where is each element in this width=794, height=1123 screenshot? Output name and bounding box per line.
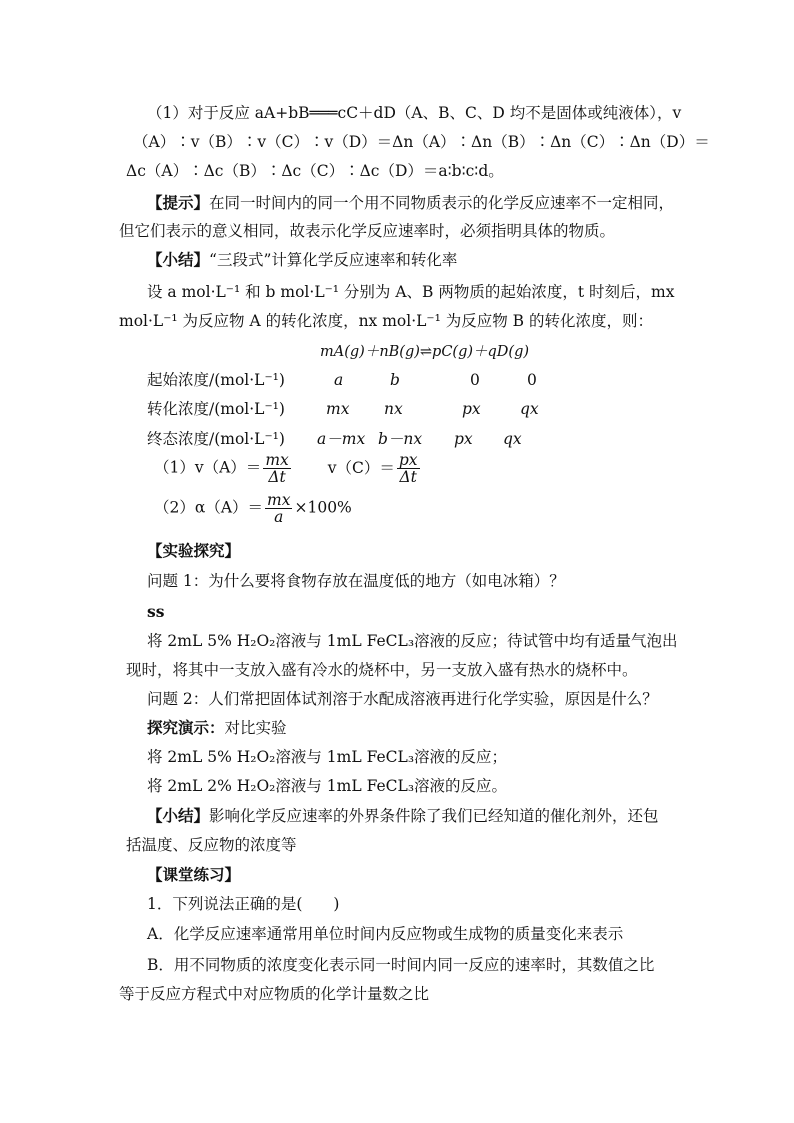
text-line: 将 2mL 2% H₂O₂溶液与 1mL FeCL₃溶液的反应。 xyxy=(147,777,508,795)
cell: qx xyxy=(520,400,539,418)
formula-suffix: ×100% xyxy=(294,498,352,517)
option-b: B．用不同物质的浓度变化表示同一时间内同一反应的速率时，其数值之比 xyxy=(147,956,655,974)
denominator: Δt xyxy=(268,468,286,486)
text-line: 现时，将其中一支放入盛有冷水的烧杯中，另一支放入盛有热水的烧杯中。 xyxy=(126,661,638,679)
question: 问题 1：为什么要将食物存放在温度低的地方（如电冰箱）？ xyxy=(147,572,565,590)
demo-text: 对比实验 xyxy=(224,719,287,737)
cell: px xyxy=(454,430,473,448)
demo-line xyxy=(147,717,287,739)
numerator: mx xyxy=(265,451,289,469)
numerator: px xyxy=(398,451,418,469)
reaction-equation: mA(g)＋nB(g)⇌pC(g)＋qD(g) xyxy=(320,344,530,360)
cell: 0 xyxy=(527,371,537,389)
tip-paragraph xyxy=(147,192,674,214)
cell: b xyxy=(390,371,400,389)
summary-label: 【小结】 xyxy=(147,250,210,269)
question: 1．下列说法正确的是( ) xyxy=(147,895,340,913)
text-line: （A）∶v（B）∶v（C）∶v（D）＝Δn（A）∶Δn（B）∶Δn（C）∶Δn（D）＝ xyxy=(133,133,710,151)
text-line: 括温度、反应物的浓度等 xyxy=(126,836,297,854)
tip-label: 【提示】 xyxy=(147,193,210,212)
text-line: 但它们表示的意义相同，故表示化学反应速率时，必须指明具体的物质。 xyxy=(119,222,616,240)
cell: mx xyxy=(326,400,350,418)
numerator: mx xyxy=(267,491,291,509)
text-line: ss xyxy=(147,602,165,621)
text-line: 等于反应方程式中对应物质的化学计量数之比 xyxy=(119,985,430,1003)
denominator: a xyxy=(274,508,284,526)
formula-conversion xyxy=(154,492,352,525)
question: 问题 2：人们常把固体试剂溶于水配成溶液再进行化学实验，原因是什么？ xyxy=(147,690,658,708)
text-line: 将 2mL 5% H₂O₂溶液与 1mL FeCL₃溶液的反应； xyxy=(147,748,508,766)
summary-text: 影响化学反应速率的外界条件除了我们已经知道的催化剂外，还包 xyxy=(209,807,659,825)
demo-label: 探究演示： xyxy=(147,718,225,737)
cell: px xyxy=(462,400,481,418)
formula-rate xyxy=(154,452,422,485)
section-heading: 【课堂练习】 xyxy=(147,865,241,884)
formula-prefix: v（C）＝ xyxy=(327,458,395,477)
fraction xyxy=(265,492,292,525)
denominator: Δt xyxy=(399,468,417,486)
formula-prefix: （2）α（A）＝ xyxy=(154,498,264,517)
text-line: 将 2mL 5% H₂O₂溶液与 1mL FeCL₃溶液的反应；待试管中均有适量气泡出 xyxy=(147,632,678,650)
cell: a xyxy=(334,371,344,389)
row-label: 转化浓度/(mol·L⁻¹) xyxy=(147,400,285,418)
cell: qx xyxy=(503,430,522,448)
cell: nx xyxy=(384,400,403,418)
text-line: mol·L⁻¹ 为反应物 A 的转化浓度，nx mol·L⁻¹ 为反应物 B 的转化浓度，则： xyxy=(119,312,654,330)
fraction xyxy=(263,452,290,485)
cell: b－nx xyxy=(378,430,423,448)
cell: 0 xyxy=(470,371,480,389)
text-line: 设 a mol·L⁻¹ 和 b mol·L⁻¹ 分别为 A、B 两物质的起始浓度，t 时刻后，mx xyxy=(147,283,675,301)
summary-heading xyxy=(147,249,457,271)
row-label: 终态浓度/(mol·L⁻¹) xyxy=(147,430,285,448)
text-line: Δc（A）∶Δc（B）∶Δc（C）∶Δc（D）＝a∶b∶c∶d。 xyxy=(126,162,504,180)
summary-label: 【小结】 xyxy=(147,806,210,825)
row-label: 起始浓度/(mol·L⁻¹) xyxy=(147,371,285,389)
cell: a－mx xyxy=(317,430,366,448)
option-a: A．化学反应速率通常用单位时间内反应物或生成物的质量变化来表示 xyxy=(147,925,624,943)
summary-paragraph xyxy=(147,805,659,827)
fraction xyxy=(397,452,420,485)
formula-prefix: （1）v（A）＝ xyxy=(154,458,262,477)
summary-text: “三段式”计算化学反应速率和转化率 xyxy=(209,251,458,269)
tip-text: 在同一时间内的同一个用不同物质表示的化学反应速率不一定相同， xyxy=(209,194,675,212)
section-heading: 【实验探究】 xyxy=(147,541,241,560)
text-line: （1）对于反应 aA+bB═══cC＋dD（A、B、C、D 均不是固体或纯液体），v xyxy=(147,104,682,122)
